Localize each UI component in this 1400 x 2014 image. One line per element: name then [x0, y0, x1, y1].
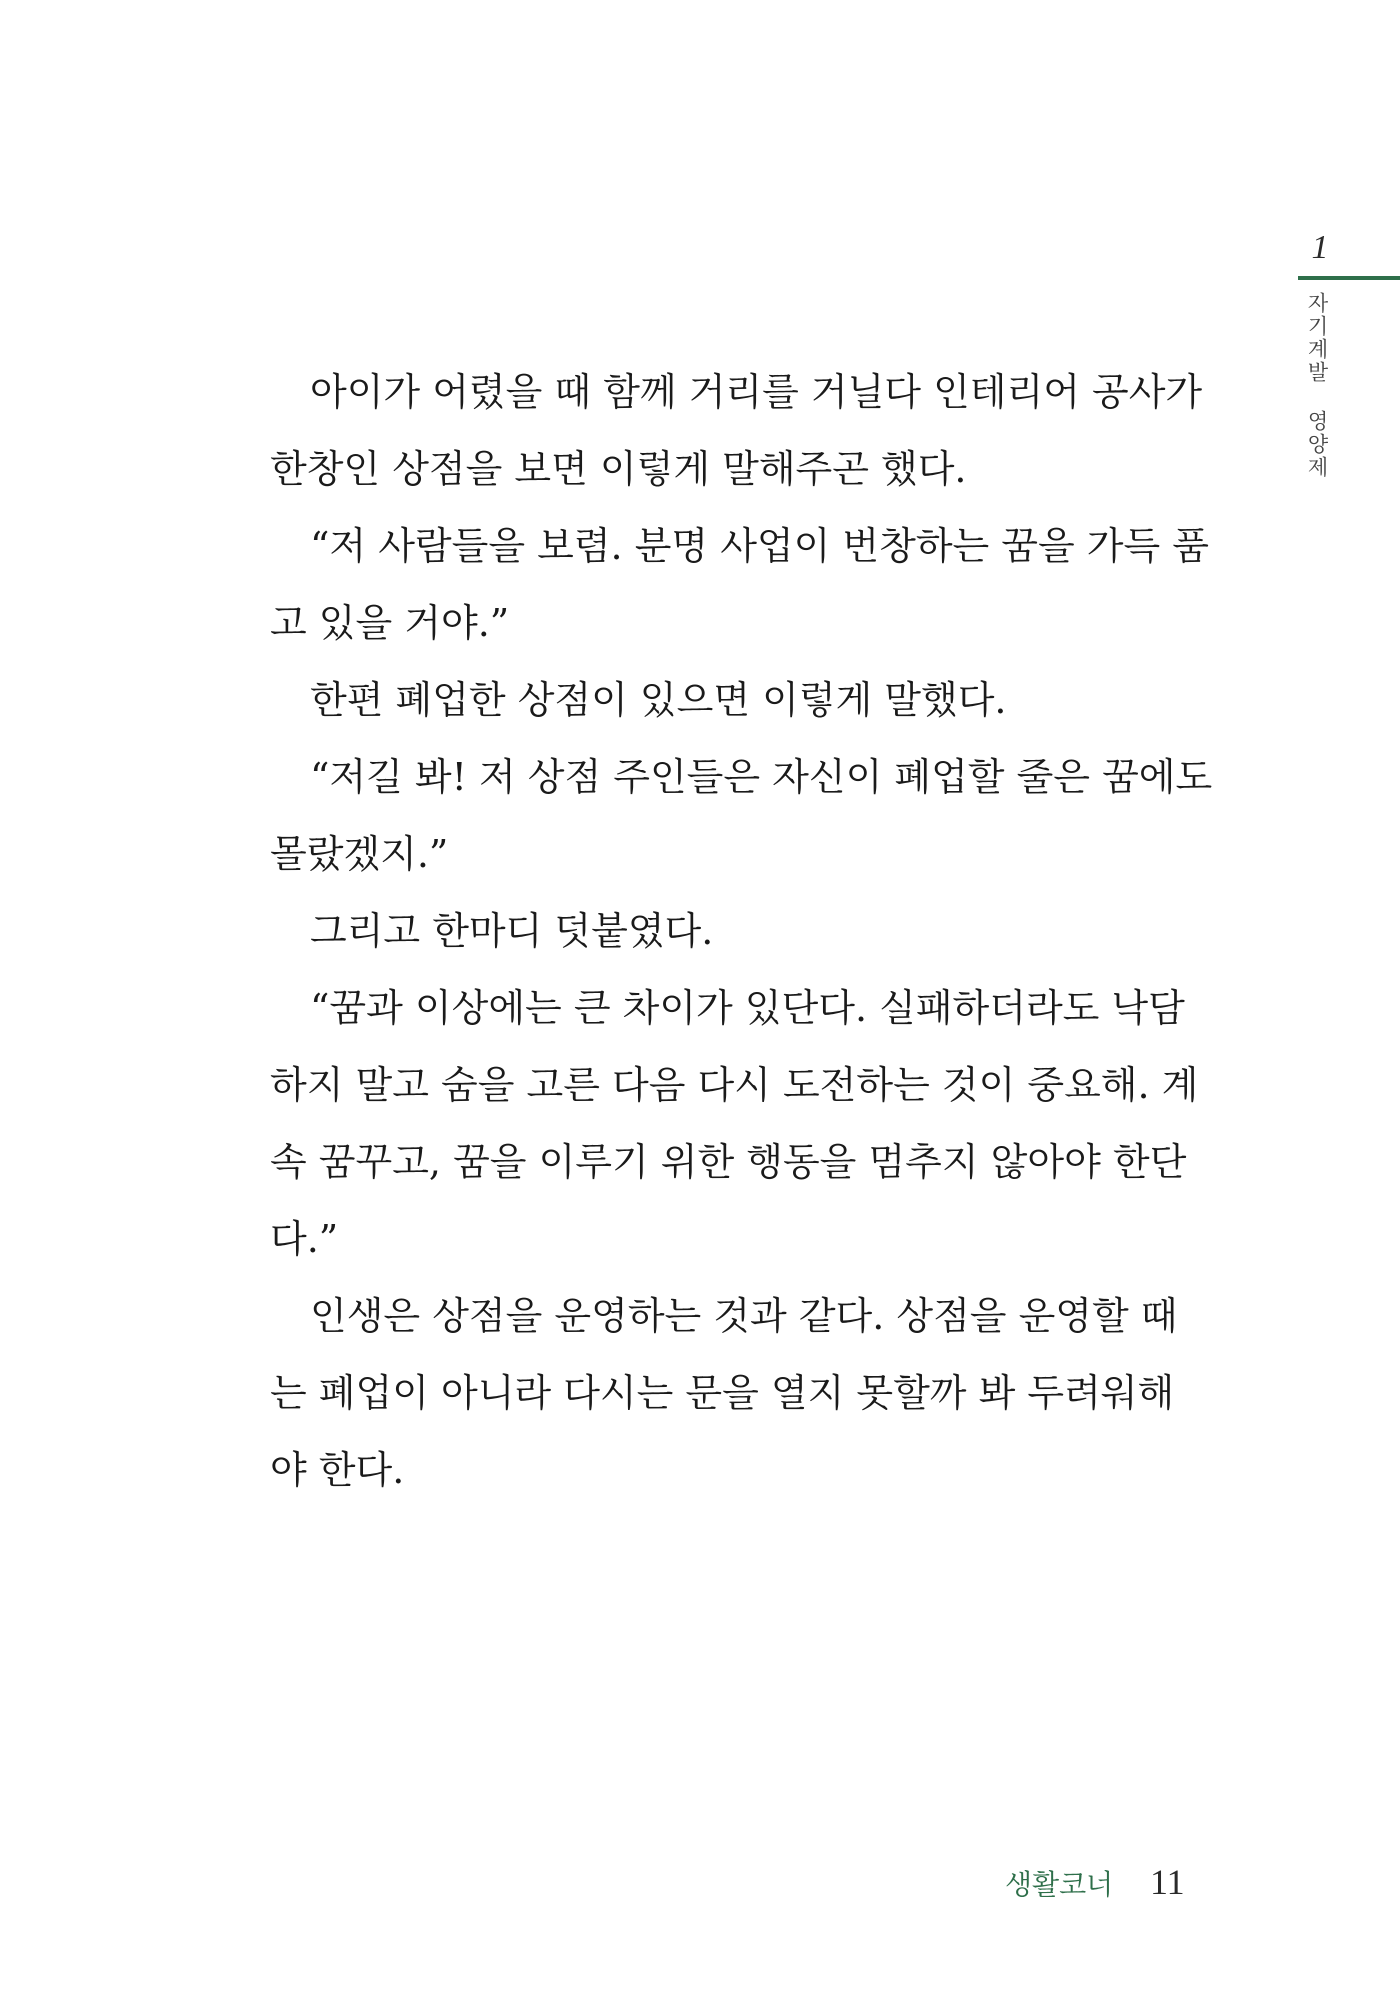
body-line: “저 사람들을 보렴. 분명 사업이 번창하는 꿈을 가득 품: [310, 524, 1210, 568]
body-line: 한편 폐업한 상점이 있으면 이렇게 말했다.: [310, 678, 1007, 722]
body-line: 아이가 어렸을 때 함께 거리를 거닐다 인테리어 공사가: [310, 370, 1203, 414]
body-line: 고 있을 거야.”: [270, 601, 510, 645]
body-text: [270, 354, 1213, 1509]
body-line: 하지 말고 숨을 고른 다음 다시 도전하는 것이 중요해. 계: [270, 1063, 1199, 1107]
footer-section-title: 생활코너: [1005, 1868, 1114, 1901]
body-line: 다.”: [270, 1217, 339, 1261]
chapter-divider: [1298, 276, 1400, 280]
body-line: 인생은 상점을 운영하는 것과 같다. 상점을 운영할 때: [310, 1294, 1178, 1338]
body-line: “저길 봐! 저 상점 주인들은 자신이 폐업할 줄은 꿈에도: [310, 755, 1213, 799]
body-line: 그리고 한마디 덧붙였다.: [310, 909, 714, 953]
page-number: 11: [1150, 1862, 1185, 1902]
body-line: “꿈과 이상에는 큰 차이가 있단다. 실패하더라도 낙담: [310, 986, 1185, 1030]
chapter-number: 1: [1311, 229, 1329, 266]
body-line: 몰랐겠지.”: [270, 832, 449, 876]
body-line: 야 한다.: [270, 1448, 405, 1492]
body-line: 한창인 상점을 보면 이렇게 말해주곤 했다.: [270, 447, 967, 491]
chapter-title: 자기계발 영양제: [1305, 292, 1329, 479]
body-line: 속 꿈꾸고, 꿈을 이루기 위한 행동을 멈추지 않아야 한단: [270, 1140, 1187, 1184]
body-line: 는 폐업이 아니라 다시는 문을 열지 못할까 봐 두려워해: [270, 1371, 1175, 1415]
